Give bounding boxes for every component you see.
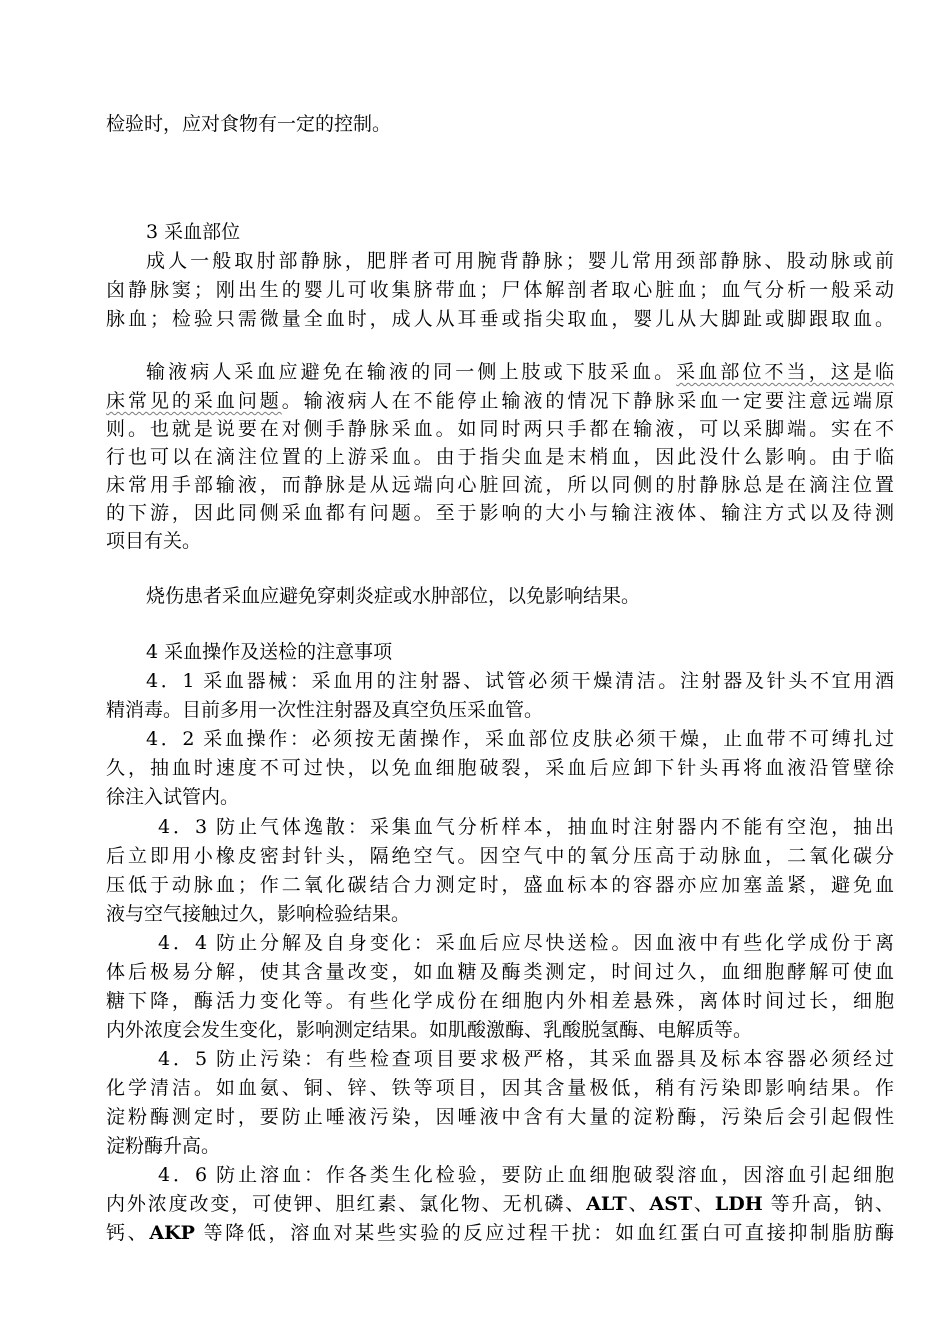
text-line: 则。也就是说要在对侧手静脉采血。如同时两只手都在输液，可以采脚端。实在不 bbox=[106, 418, 894, 440]
text-line: 烧伤患者采血应避免穿刺炎症或水肿部位，以免影响结果。 bbox=[146, 585, 641, 607]
text-line: 久，抽血时速度不可过快，以免血细胞破裂，采血后应卸下针头再将血液沿管壁徐 bbox=[106, 757, 894, 779]
text-line: 行也可以在滴注位置的上游采血。由于指尖血是末梢血，因此没什么影响。由于临 bbox=[106, 446, 894, 468]
text-span: 内外浓度改变，可使钾、胆红素、氯化物、无机磷、 bbox=[106, 1193, 587, 1215]
text-line: 脉血；检验只需微量全血时，成人从耳垂或指尖取血，婴儿从大脚趾或脚跟取血。 bbox=[106, 308, 894, 330]
text-span: 、 bbox=[626, 1193, 650, 1215]
bold-term: AKP bbox=[149, 1222, 195, 1244]
text-line: 成人一般取肘部静脉，肥胖者可用腕背静脉；婴儿常用颈部静脉、股动脉或前 bbox=[146, 250, 894, 272]
text-line: 内外浓度会发生变化，影响测定结果。如肌酸激酶、乳酸脱氢酶、电解质等。 bbox=[106, 1019, 753, 1041]
text-line: 液与空气接触过久，影响检验结果。 bbox=[106, 903, 411, 925]
text-line: 糖下降，酶活力变化等。有些化学成份在细胞内外相差悬殊，离体时间过长，细胞 bbox=[106, 990, 894, 1012]
highlighted-text: 床常见的采血问题 bbox=[106, 390, 282, 412]
text-line: 项目有关。 bbox=[106, 530, 202, 552]
text-line: 床常用手部输液，而静脉是从远端向心脏回流，所以同侧的肘静脉总是在滴注位置 bbox=[106, 474, 894, 496]
text-line: 4．2 采血操作：必须按无菌操作，采血部位皮肤必须干燥，止血带不可缚扎过 bbox=[146, 728, 894, 750]
text-line: 淀粉酶升高。 bbox=[106, 1135, 221, 1157]
text-span: 。输液病人在不能停止输液的情况下静脉采血一定要注意远端原 bbox=[281, 390, 894, 412]
text-line: 精消毒。目前多用一次性注射器及真空负压采血管。 bbox=[106, 699, 544, 721]
bold-term: ALT bbox=[586, 1193, 627, 1215]
highlighted-text: 采血部位不当，这是临 bbox=[676, 361, 894, 383]
text-line bbox=[106, 1219, 894, 1247]
text-line bbox=[106, 387, 894, 415]
bold-term: LDH bbox=[714, 1193, 763, 1215]
text-line: 囟静脉窦；刚出生的婴儿可收集脐带血；尸体解剖者取心脏血；血气分析一般采动 bbox=[106, 279, 894, 301]
text-line bbox=[106, 1190, 894, 1218]
text-line: 4．3 防止气体逸散：采集血气分析样本，抽血时注射器内不能有空泡，抽出 bbox=[158, 816, 894, 838]
text-span: 钙、 bbox=[106, 1222, 150, 1244]
text-line: 化学清洁。如血氨、铜、锌、铁等项目，因其含量极低，稍有污染即影响结果。作 bbox=[106, 1077, 894, 1099]
section-heading: 4 采血操作及送检的注意事项 bbox=[146, 641, 393, 663]
text-line: 的下游，因此同侧采血都有问题。至于影响的大小与输注液体、输注方式以及待测 bbox=[106, 502, 894, 524]
text-line: 4．1 采血器械：采血用的注射器、试管必须干燥清洁。注射器及针头不宜用酒 bbox=[146, 670, 894, 692]
text-line: 体后极易分解，使其含量改变，如血糖及酶类测定，时间过久，血细胞酵解可使血 bbox=[106, 961, 894, 983]
text-line: 压低于动脉血；作二氧化碳结合力测定时，盛血标本的容器亦应加塞盖紧，避免血 bbox=[106, 874, 894, 896]
text-line bbox=[146, 358, 894, 386]
section-heading: 3 采血部位 bbox=[146, 221, 241, 243]
text-line: 徐注入试管内。 bbox=[106, 786, 240, 808]
text-line: 淀粉酶测定时，要防止唾液污染，因唾液中含有大量的淀粉酶，污染后会引起假性 bbox=[106, 1106, 894, 1128]
bold-term: AST bbox=[649, 1193, 693, 1215]
text-span: 输液病人采血应避免在输液的同一侧上肢或下肢采血。 bbox=[146, 361, 677, 383]
text-line: 4．6 防止溶血：作各类生化检验，要防止血细胞破裂溶血，因溶血引起细胞 bbox=[158, 1164, 894, 1186]
text-line: 4．4 防止分解及自身变化：采血后应尽快送检。因血液中有些化学成份于离 bbox=[158, 932, 894, 954]
text-line: 4．5 防止污染：有些检查项目要求极严格，其采血器具及标本容器必须经过 bbox=[158, 1048, 894, 1070]
text-line: 检验时，应对食物有一定的控制。 bbox=[106, 113, 392, 135]
text-span: 等降低，溶血对某些实验的反应过程干扰：如血红蛋白可直接抑制脂肪酶 bbox=[194, 1222, 894, 1244]
text-span: 等升高，钠、 bbox=[762, 1193, 894, 1215]
text-line: 后立即用小橡皮密封针头，隔绝空气。因空气中的氧分压高于动脉血，二氧化碳分 bbox=[106, 845, 894, 867]
text-span: 、 bbox=[692, 1193, 715, 1215]
